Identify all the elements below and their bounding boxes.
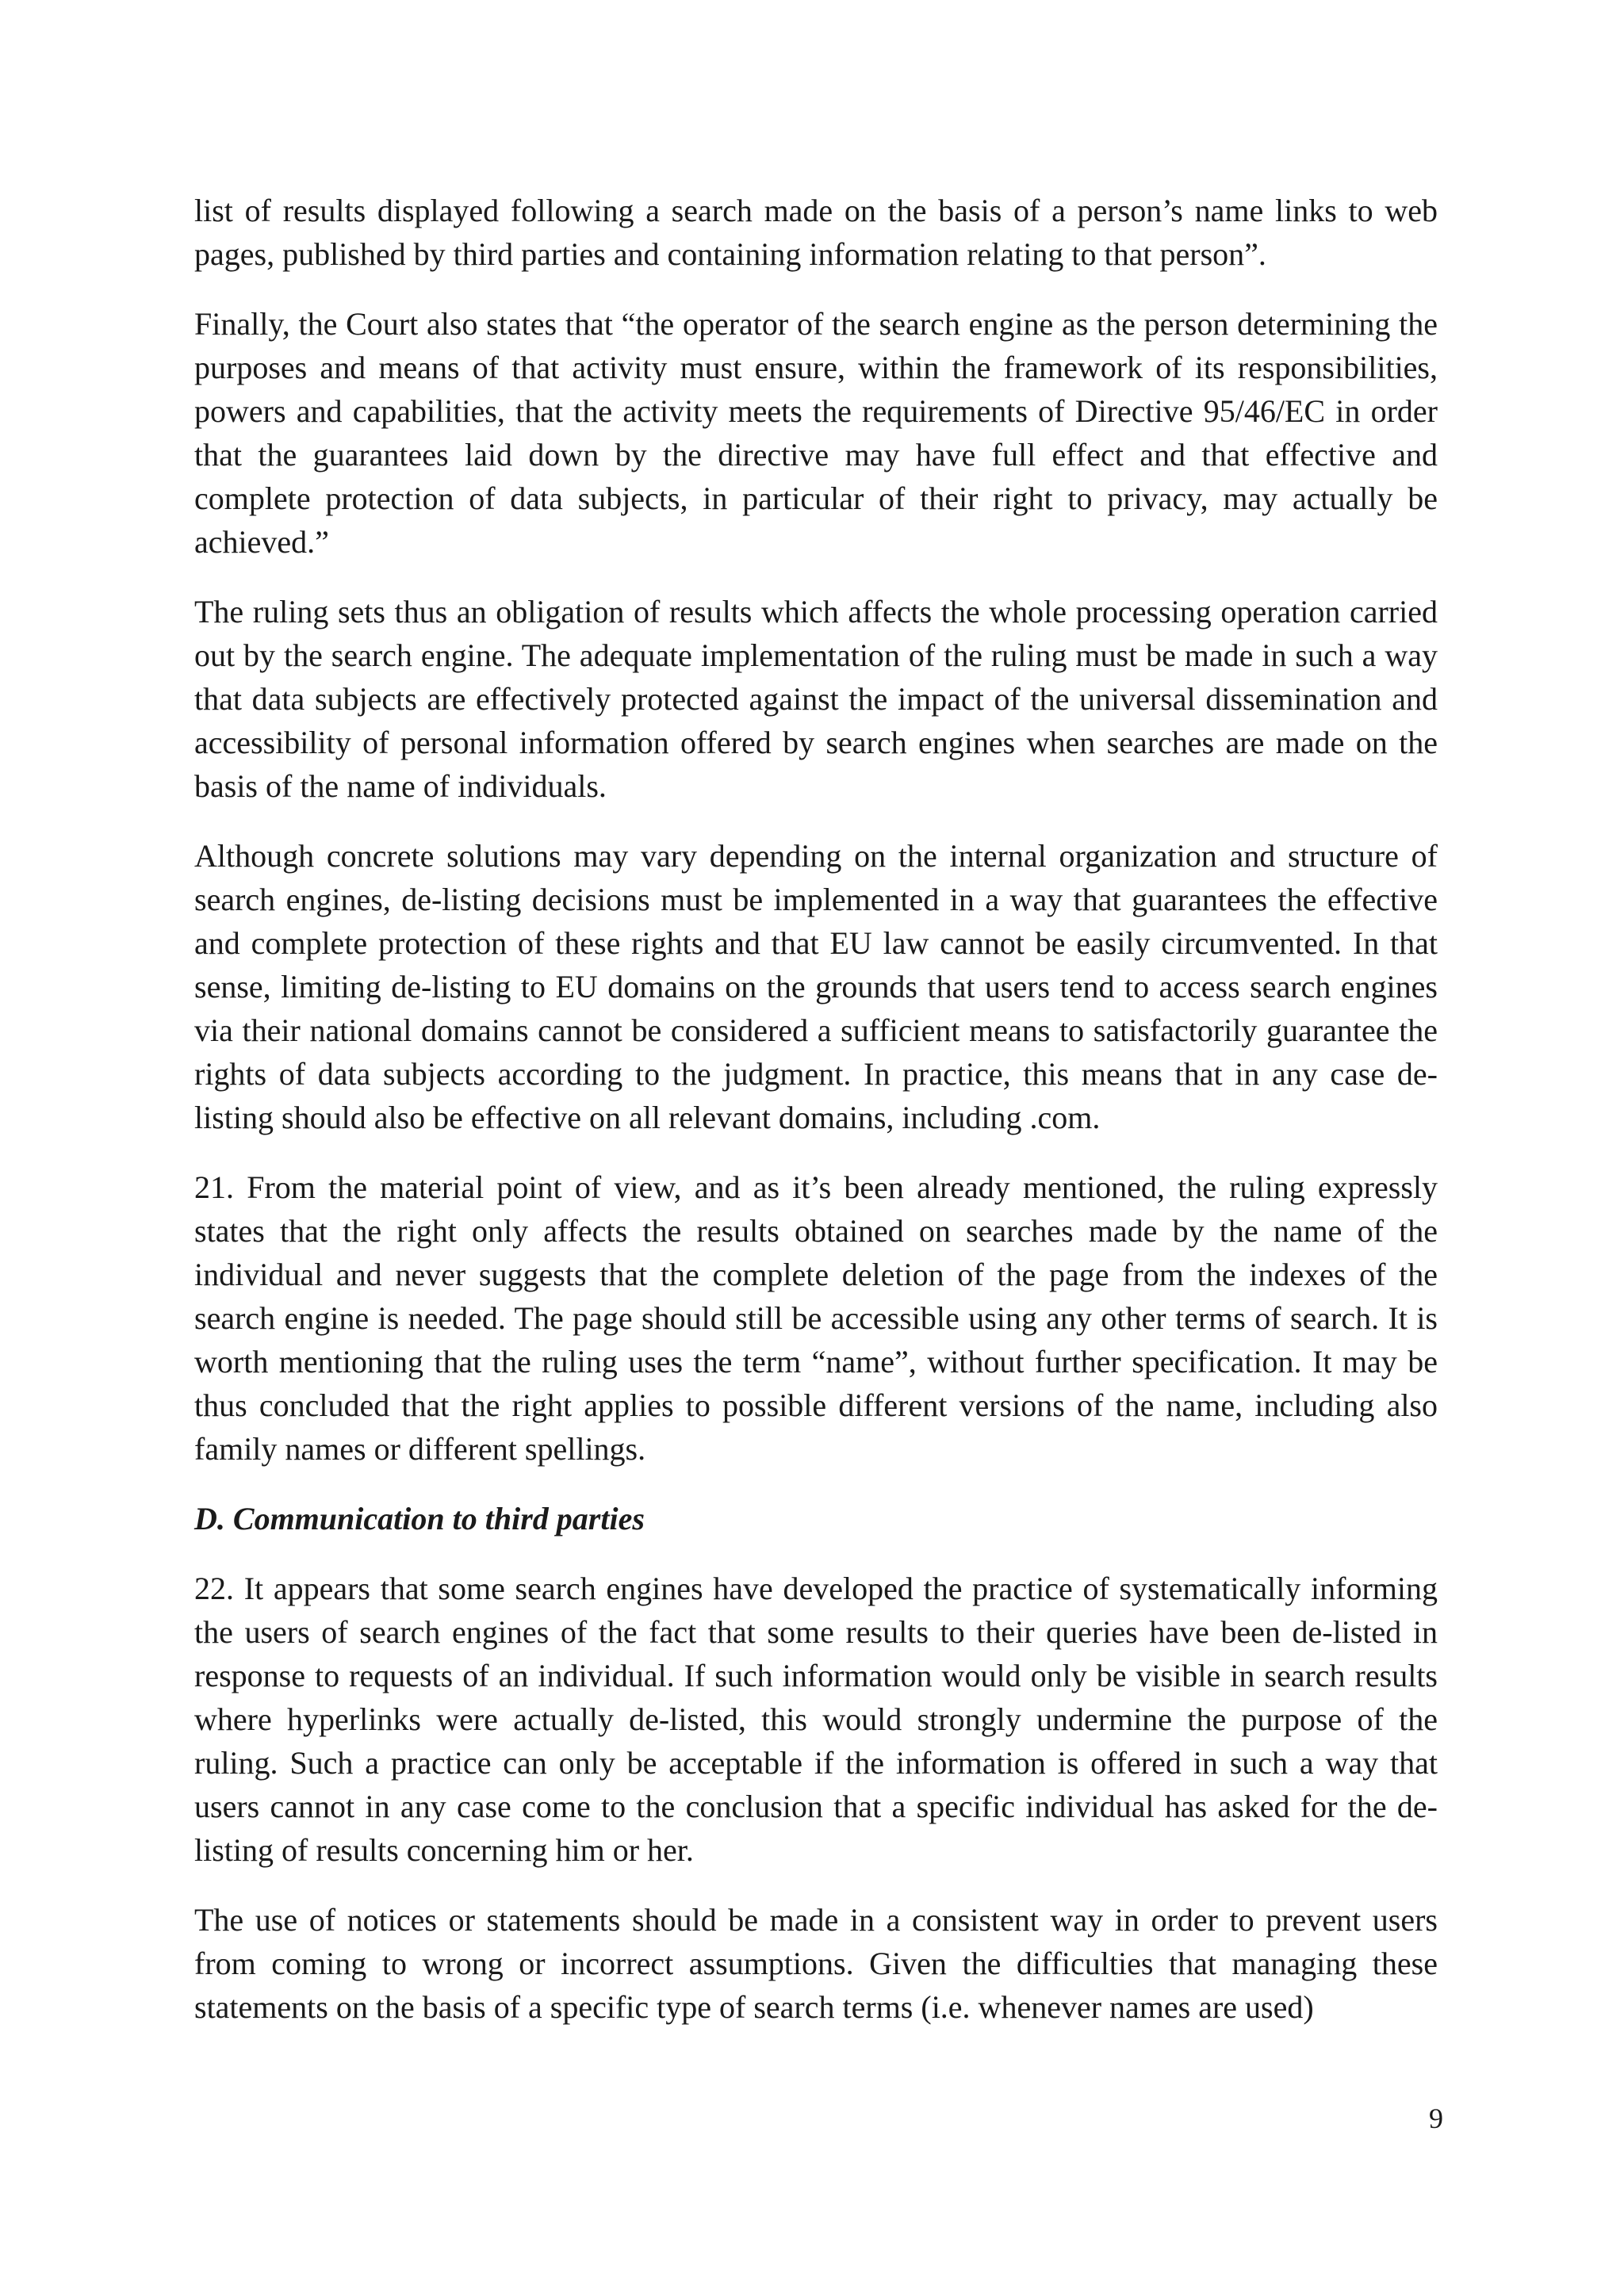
paragraph-obligation-of-results: The ruling sets thus an obligation of results which affects the whole processing operation carried out by the search engine. The adequate implementation of the ruling must be made in such a way that data subjects are effectively protected against the impact of the universal dissemination and accessibility of personal information offered by search engines when searches are made on the basis of the name of individuals. (194, 594, 1438, 804)
paragraph-continuation: list of results displayed following a search made on the basis of a person’s name links to web pages, published by third parties and containing information relating to that person”. (194, 193, 1438, 272)
paragraph-21: 21. From the material point of view, and as it’s been already mentioned, the ruling expressly states that the right only affects the results obtained on searches made by the name of the individual and never suggests that the complete deletion of the page from the indexes of the search engine is needed. The page should still be accessible using any other terms of search. It is worth mentioning that the ruling uses the term “name”, without further specification. It may be thus concluded that the right applies to possible different versions of the name, including also family names or different spellings. (194, 1169, 1438, 1467)
page-number: 9 (1429, 2103, 1443, 2134)
paragraph-22: 22. It appears that some search engines have developed the practice of systematically informing the users of search engines of the fact that some results to their queries have been de-listed in response to requests of an individual. If such information would only be visible in search results where hyperlinks were actually de-listed, this would strongly undermine the purpose of the ruling. Such a practice can only be acceptable if the information is offered in such a way that users cannot in any case come to the conclusion that a specific individual has asked for the de-listing of results concerning him or her. (194, 1571, 1438, 1868)
paragraph-concrete-solutions: Although concrete solutions may vary depending on the internal organization and structure of search engines, de-listing decisions must be implemented in a way that guarantees the effective and complete protection of these rights and that EU law cannot be easily circumvented. In that sense, limiting de-listing to EU domains on the grounds that users tend to access search engines via their national domains cannot be considered a sufficient means to satisfactorily guarantee the rights of data subjects according to the judgment. In practice, this means that in any case de-listing should also be effective on all relevant domains, including .com. (194, 838, 1438, 1135)
paragraph-court-statement: Finally, the Court also states that “the operator of the search engine as the person determining the purposes and means of that activity must ensure, within the framework of its responsibilities, powers and capabilities, that the activity meets the requirements of Directive 95/46/EC in order that the guarantees laid down by the directive may have full effect and that effective and complete protection of data subjects, in particular of their right to privacy, may actually be achieved.” (194, 306, 1438, 560)
paragraph-notices: The use of notices or statements should be made in a consistent way in order to prevent users from coming to wrong or incorrect assumptions. Given the difficulties that managing these statements on the basis of a specific type of search terms (i.e. whenever names are used) (194, 1902, 1438, 2025)
section-heading: D. Communication to third parties (194, 1501, 645, 1536)
page-body (194, 189, 1438, 2029)
